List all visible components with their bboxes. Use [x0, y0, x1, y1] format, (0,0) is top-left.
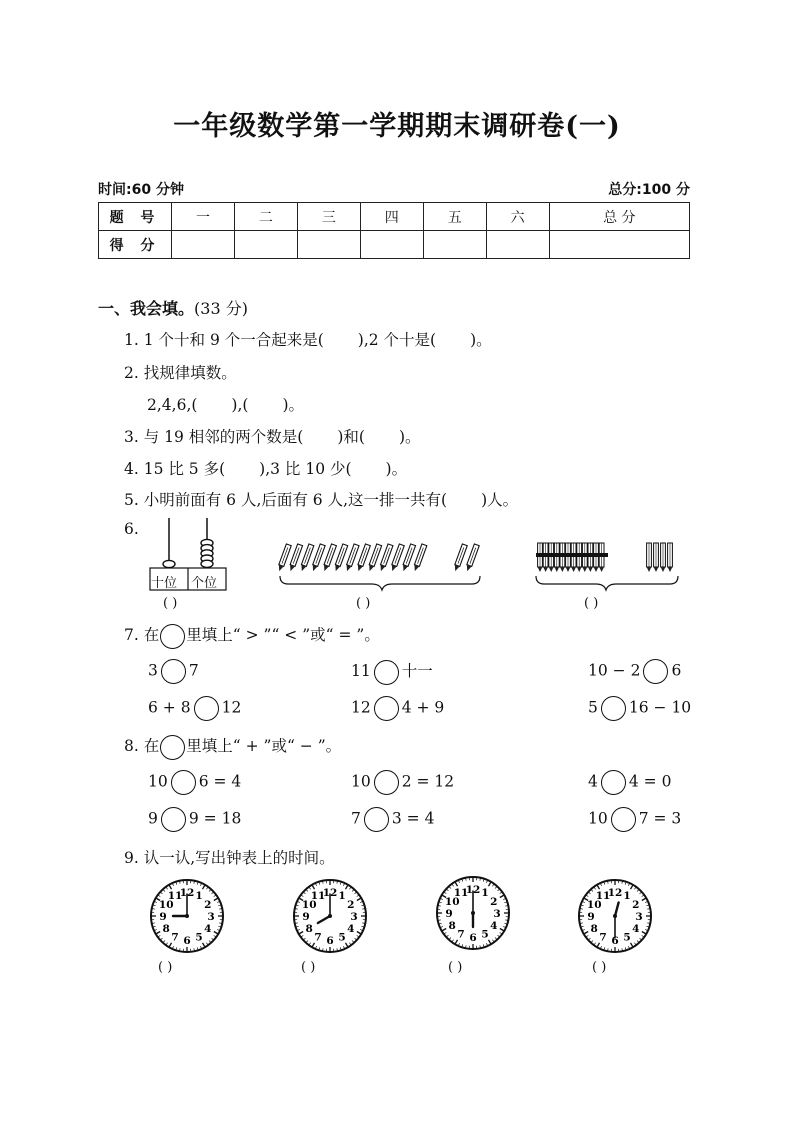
clock-number: 1	[338, 890, 346, 903]
clock-number: 8	[590, 922, 598, 935]
clock-number: 9	[302, 910, 310, 923]
pencil-icon	[661, 543, 666, 572]
clock-number: 6	[183, 934, 191, 947]
clock-number: 5	[481, 928, 489, 941]
clock-number: 11	[167, 890, 183, 903]
compare-item: 11 十一	[351, 659, 433, 685]
question-3: 3. 与 19 相邻的两个数是( )和( )。	[124, 428, 421, 446]
exam-time: 时间:60 分钟	[98, 182, 184, 198]
clock-number: 6	[326, 934, 334, 947]
answer-circle[interactable]	[161, 659, 186, 684]
answer-blank[interactable]: ( )	[448, 960, 463, 975]
clock-number: 8	[448, 919, 456, 932]
header-cell: 一	[172, 203, 235, 231]
clock-number: 7	[599, 931, 607, 944]
compare-item: 6 + 8 12	[148, 696, 241, 721]
answer-blank[interactable]: ( )	[584, 596, 599, 611]
question-2-sequence: 2,4,6,( ),( )。	[147, 396, 305, 414]
clock-number: 1	[195, 890, 203, 903]
question-2: 2. 找规律填数。	[124, 364, 237, 382]
clock-number: 11	[310, 890, 326, 903]
header-cell: 四	[360, 203, 423, 231]
header-cell: 二	[234, 203, 297, 231]
score-cell[interactable]	[297, 231, 360, 259]
abacus-ones-label: 个位	[191, 576, 218, 591]
operator-item: 9 9 = 18	[148, 807, 241, 832]
compare-item: 3 7	[148, 659, 199, 684]
compare-item: 10 − 2 6	[588, 659, 681, 684]
clock-number: 2	[490, 895, 498, 908]
bundled-pencil-icon	[543, 543, 548, 572]
operator-item: 7 3 = 4	[351, 807, 434, 832]
clock-number: 9	[445, 907, 453, 920]
operator-item: 10 7 = 3	[588, 807, 681, 832]
question-8: 8. 在 里填上“ + ”或“ − ”。	[124, 734, 341, 760]
pencil-icon	[453, 544, 467, 572]
row-label: 得 分	[99, 231, 172, 259]
clock-number: 10	[586, 898, 602, 911]
answer-circle[interactable]	[374, 696, 399, 721]
clock-number: 9	[587, 910, 595, 923]
brace-icon	[536, 576, 678, 590]
score-cell[interactable]	[549, 231, 689, 259]
section-heading: 一、我会填。(33 分)	[98, 299, 248, 318]
pencil-bundles-figure	[532, 540, 682, 592]
bundled-pencil-icon	[599, 543, 604, 572]
clock-number: 3	[207, 910, 215, 923]
compare-circle-icon	[160, 624, 185, 649]
header-cell: 题 号	[99, 203, 172, 231]
page-title: 一年级数学第一学期期末调研卷(一)	[173, 111, 621, 142]
clock-number: 5	[338, 931, 346, 944]
answer-circle[interactable]	[374, 660, 399, 685]
clock-number: 3	[350, 910, 358, 923]
score-table	[98, 202, 690, 259]
clock-number: 12	[607, 886, 623, 899]
header-cell: 五	[423, 203, 486, 231]
clock-face-icon	[147, 876, 227, 956]
clock-number: 3	[493, 907, 501, 920]
pencils-figure	[276, 540, 486, 592]
answer-circle[interactable]	[643, 659, 668, 684]
question-7: 7. 在 里填上“ > ”“ < ”或“ = ”。	[124, 623, 380, 649]
clock-number: 2	[632, 898, 640, 911]
answer-circle[interactable]	[364, 807, 389, 832]
bundled-pencil-icon	[588, 543, 593, 572]
header-cell: 总 分	[549, 203, 689, 231]
clock-number: 2	[204, 898, 212, 911]
clock-number: 5	[623, 931, 631, 944]
answer-blank[interactable]: ( )	[592, 960, 607, 975]
brace-icon	[280, 576, 480, 590]
answer-circle[interactable]	[171, 770, 196, 795]
answer-blank[interactable]: ( )	[301, 960, 316, 975]
operator-item: 4 4 = 0	[588, 770, 671, 795]
answer-blank[interactable]: ( )	[163, 596, 178, 611]
answer-circle[interactable]	[194, 696, 219, 721]
clock-number: 12	[465, 883, 481, 896]
question-6: 6.	[124, 520, 139, 538]
bundled-pencil-icon	[571, 543, 576, 572]
answer-circle[interactable]	[374, 770, 399, 795]
clock-number: 10	[301, 898, 317, 911]
tens-bead	[163, 560, 175, 567]
operator-circle-icon	[160, 735, 185, 760]
clock-number: 4	[204, 922, 212, 935]
clock-number: 12	[179, 886, 195, 899]
answer-circle[interactable]	[161, 807, 186, 832]
answer-circle[interactable]	[601, 696, 626, 721]
bundled-pencil-icon	[554, 543, 559, 572]
clock-number: 6	[469, 931, 477, 944]
clock-number: 4	[347, 922, 355, 935]
score-cell[interactable]	[486, 231, 549, 259]
ones-beads	[201, 539, 213, 567]
clock-number: 10	[444, 895, 460, 908]
clock-number: 4	[632, 922, 640, 935]
pencil-icon	[465, 544, 479, 572]
clock-number: 10	[158, 898, 174, 911]
operator-item: 10 2 = 12	[351, 770, 454, 795]
operator-item: 10 6 = 4	[148, 770, 241, 795]
compare-item: 5 16 − 10	[588, 696, 691, 721]
clock-number: 8	[305, 922, 313, 935]
clock-number: 7	[457, 928, 465, 941]
question-5: 5. 小明前面有 6 人,后面有 6 人,这一排一共有( )人。	[124, 491, 519, 509]
clock-face-icon	[433, 873, 513, 953]
exam-total-score: 总分:100 分	[608, 182, 690, 198]
pencil-icon	[277, 544, 291, 572]
bundled-pencil-icon	[582, 543, 587, 572]
bundled-pencil-icon	[594, 543, 599, 572]
pencil-icon	[654, 543, 659, 572]
question-4: 4. 15 比 5 多( ),3 比 10 少( )。	[124, 460, 408, 478]
clock-number: 8	[162, 922, 170, 935]
clock-face-icon	[290, 876, 370, 956]
clock-number: 11	[453, 887, 469, 900]
question-9: 9. 认一认,写出钟表上的时间。	[124, 849, 335, 867]
clock-number: 3	[635, 910, 643, 923]
score-table-score-row	[99, 231, 690, 259]
bundled-pencil-icon	[577, 543, 582, 572]
bundled-pencil-icon	[560, 543, 565, 572]
score-cell[interactable]	[423, 231, 486, 259]
clock-number: 7	[314, 931, 322, 944]
answer-circle[interactable]	[611, 807, 636, 832]
pencil-icon	[647, 543, 652, 572]
clock-face-icon	[575, 876, 655, 956]
clock-number: 1	[481, 887, 489, 900]
clock-number: 11	[595, 890, 611, 903]
clock-number: 4	[490, 919, 498, 932]
score-cell[interactable]	[172, 231, 235, 259]
answer-circle[interactable]	[601, 770, 626, 795]
header-cell: 三	[297, 203, 360, 231]
clock-number: 7	[171, 931, 179, 944]
score-cell[interactable]	[234, 231, 297, 259]
clock-number: 5	[195, 931, 203, 944]
bundled-pencil-icon	[538, 543, 543, 572]
clock-number: 12	[322, 886, 338, 899]
clock-number: 6	[611, 934, 619, 947]
answer-blank[interactable]: ( )	[356, 596, 371, 611]
question-1: 1. 1 个十和 9 个一合起来是( ),2 个十是( )。	[124, 331, 492, 349]
abacus-tens-label: 十位	[151, 576, 178, 591]
answer-blank[interactable]: ( )	[158, 960, 173, 975]
bundled-pencil-icon	[549, 543, 554, 572]
score-table-header-row	[99, 203, 690, 231]
clock-number: 1	[623, 890, 631, 903]
pencil-icon	[668, 543, 673, 572]
bundle-band	[536, 553, 608, 557]
compare-item: 12 4 + 9	[351, 696, 444, 721]
clock-number: 9	[159, 910, 167, 923]
clock-number: 2	[347, 898, 355, 911]
score-cell[interactable]	[360, 231, 423, 259]
header-cell: 六	[486, 203, 549, 231]
bundled-pencil-icon	[566, 543, 571, 572]
